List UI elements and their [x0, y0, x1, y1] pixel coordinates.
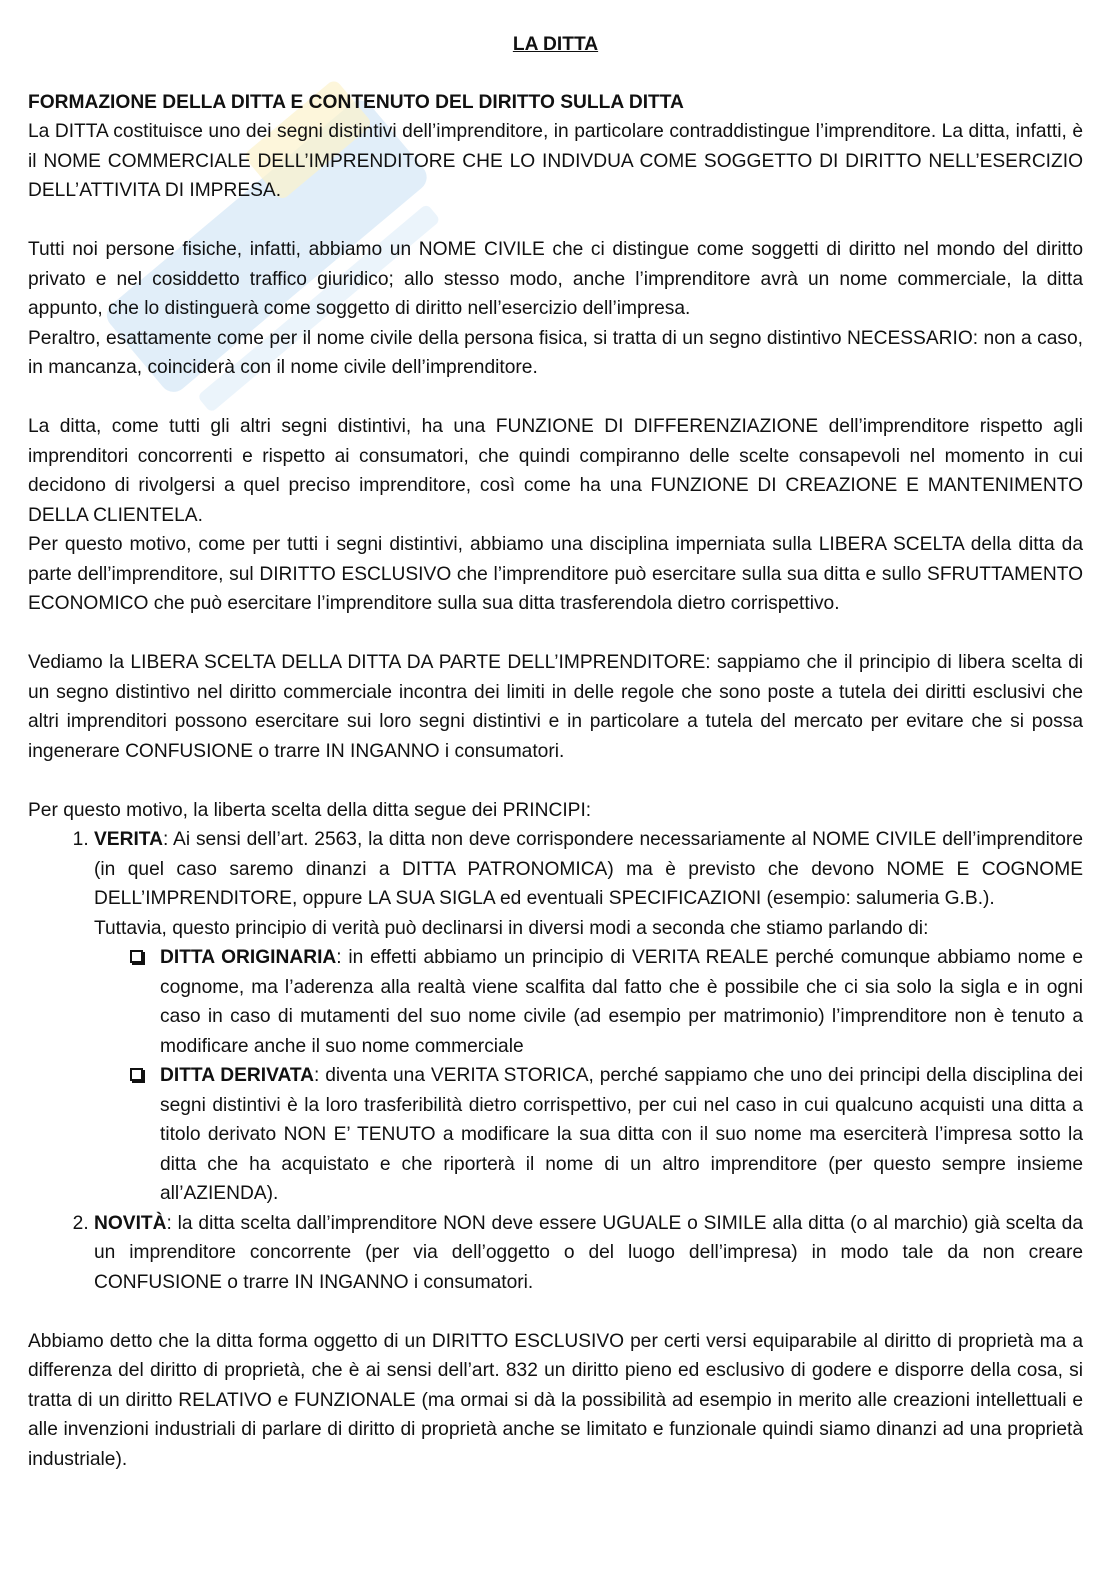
sub-item-text: : in effetti abbiamo un principio di VERITA REALE perché comunque abbiamo nome e cognome, ma l’aderenza alla realtà viene scalfita dal fatto che è possibile che ci sia solo la sigla e in ogni caso in caso di mutamenti del suo nome civile (ad esempio per matrimonio) l’imprenditore non è tenuto a modificare anche il suo nome commerciale	[160, 947, 1083, 1057]
paragraph-libera-scelta: Vediamo la LIBERA SCELTA DELLA DITTA DA PARTE DELL’IMPRENDITORE: sappiamo che il principio di libera scelta di un segno distintivo nel diritto commerciale incontra dei limiti in delle regole che sono poste a tutela dei diritti esclusivi che altri imprenditori possono esercitare sui loro segni distintivi e in particolare a tutela del mercato per evitare che si possa ingenerare CONFUSIONE o trarre IN INGANNO i consumatori.	[28, 652, 1083, 762]
sub-item-lead: DITTA ORIGINARIA	[160, 947, 337, 968]
principles-intro: Per questo motivo, la liberta scelta della ditta segue dei PRINCIPI:	[28, 799, 592, 821]
principle-text: : Ai sensi dell’art. 2563, la ditta non deve corrispondere necessariamente al NOME CIVILE dell’imprenditore (in quel caso saremo dinanzi a DITTA PATRONOMICA) ma è previsto che devono NOME E COGNOME DELL’IMPRENDITORE, oppure LA SUA SIGLA ed eventuali SPECIFICAZIONI (esempio: salumeria G.B.).	[94, 829, 1083, 909]
principle-verita	[94, 825, 1083, 1209]
section-heading: FORMAZIONE DELLA DITTA E CONTENUTO DEL DIRITTO SULLA DITTA	[28, 91, 684, 113]
sub-item-text: : diventa una VERITA STORICA, perché sappiamo che uno dei principi della disciplina dei segni distintivi è la loro trasferibilità dietro corrispettivo, per cui nel caso in cui qualcuno acquisti una ditta a titolo derivato NON E’ TENUTO a modificare la sua ditta con il suo nome ma eserciterà l’impresa sotto la ditta che ha acquistato e che riporterà il nome di un altro imprenditore (per questo sempre insieme all’AZIENDA).	[160, 1065, 1083, 1204]
paragraph-diritto-esclusivo: Abbiamo detto che la ditta forma oggetto di un DIRITTO ESCLUSIVO per certi versi equiparabile al diritto di proprietà ma a differenza del diritto di proprietà, che è ai sensi dell’art. 832 un diritto pieno ed esclusivo di godere e disporre della cosa, si tratta di un diritto RELATIVO e FUNZIONALE (ma ormai si dà la possibilità ad esempio in merito alle creazioni intellettuali e alle invenzioni industriali di parlare di diritto di proprietà anche se limitato e funzionale quindi siamo dinanzi ad una proprietà industriale).	[28, 1330, 1083, 1470]
paragraph-funzione: La ditta, come tutti gli altri segni distintivi, ha una FUNZIONE DI DIFFERENZIAZIONE dell’imprenditore rispetto agli imprenditori concorrenti e rispetto ai consumatori, che quindi compiranno delle scelte consapevoli nel momento in cui decidono di rivolgersi a quel preciso imprenditore, così come ha una FUNZIONE DI CREAZIONE E MANTENIMENTO DELLA CLIENTELA.	[28, 416, 1083, 526]
spacer	[28, 619, 1083, 649]
spacer	[28, 766, 1083, 796]
paragraph-intro: La DITTA costituisce uno dei segni distintivi dell’imprenditore, in particolare contraddistingue l’imprenditore. La ditta, infatti, è il NOME COMMERCIALE DELL’IMPRENDITORE CHE LO INDIVDUA COME SOGGETTO DI DIRITTO NELL’ESERCIZIO DELL’ATTIVITA DI IMPRESA.	[28, 121, 1083, 201]
principle-continuation: Tuttavia, questo principio di verità può declinarsi in diversi modi a seconda che stiamo parlando di:	[94, 917, 929, 939]
paragraph-disciplina: Per questo motivo, come per tutti i segni distintivi, abbiamo una disciplina imperniata sulla LIBERA SCELTA della ditta da parte dell’imprenditore, sul DIRITTO ESCLUSIVO che l’imprenditore può esercitare sulla sua ditta e sullo SFRUTTAMENTO ECONOMICO che può esercitare l’imprenditore sulla sua ditta trasferendola dietro corrispettivo.	[28, 534, 1083, 614]
sub-item-ditta-derivata	[160, 1061, 1083, 1209]
paragraph-necessario: Peraltro, esattamente come per il nome civile della persona fisica, si tratta di un segno distintivo NECESSARIO: non a caso, in mancanza, coinciderà con il nome civile dell’imprenditore.	[28, 327, 1083, 378]
document-title: LA DITTA	[512, 34, 599, 55]
principle-lead: NOVITÀ	[94, 1212, 167, 1234]
document-page	[28, 30, 1083, 1474]
principles-list	[28, 825, 1083, 1297]
paragraph-nome-civile: Tutti noi persone fisiche, infatti, abbiamo un NOME CIVILE che ci distingue come soggetti di diritto nel mondo del diritto privato e nel cosiddetto traffico giuridico; allo stesso modo, anche l’imprenditore avrà un nome commerciale, la ditta appunto, che lo distinguerà come soggetto di diritto nell’esercizio dell’impresa.	[28, 239, 1083, 319]
sub-item-lead: DITTA DERIVATA	[160, 1065, 315, 1086]
principle-text: : la ditta scelta dall’imprenditore NON deve essere UGUALE o SIMILE alla ditta (o al marchio) già scelta da un imprenditore concorrente (per via dell’oggetto o del luogo dell’impresa) in modo tale da non creare CONFUSIONE o trarre IN INGANNO i consumatori.	[94, 1212, 1083, 1293]
spacer	[28, 206, 1083, 236]
spacer	[28, 383, 1083, 413]
principle-lead: VERITA	[94, 829, 163, 850]
checkbox-bullet-icon	[130, 1068, 143, 1081]
sub-list	[94, 943, 1083, 1209]
checkbox-bullet-icon	[130, 950, 143, 963]
principle-novita	[94, 1209, 1083, 1298]
spacer	[28, 1297, 1083, 1327]
sub-item-ditta-originaria	[160, 943, 1083, 1061]
